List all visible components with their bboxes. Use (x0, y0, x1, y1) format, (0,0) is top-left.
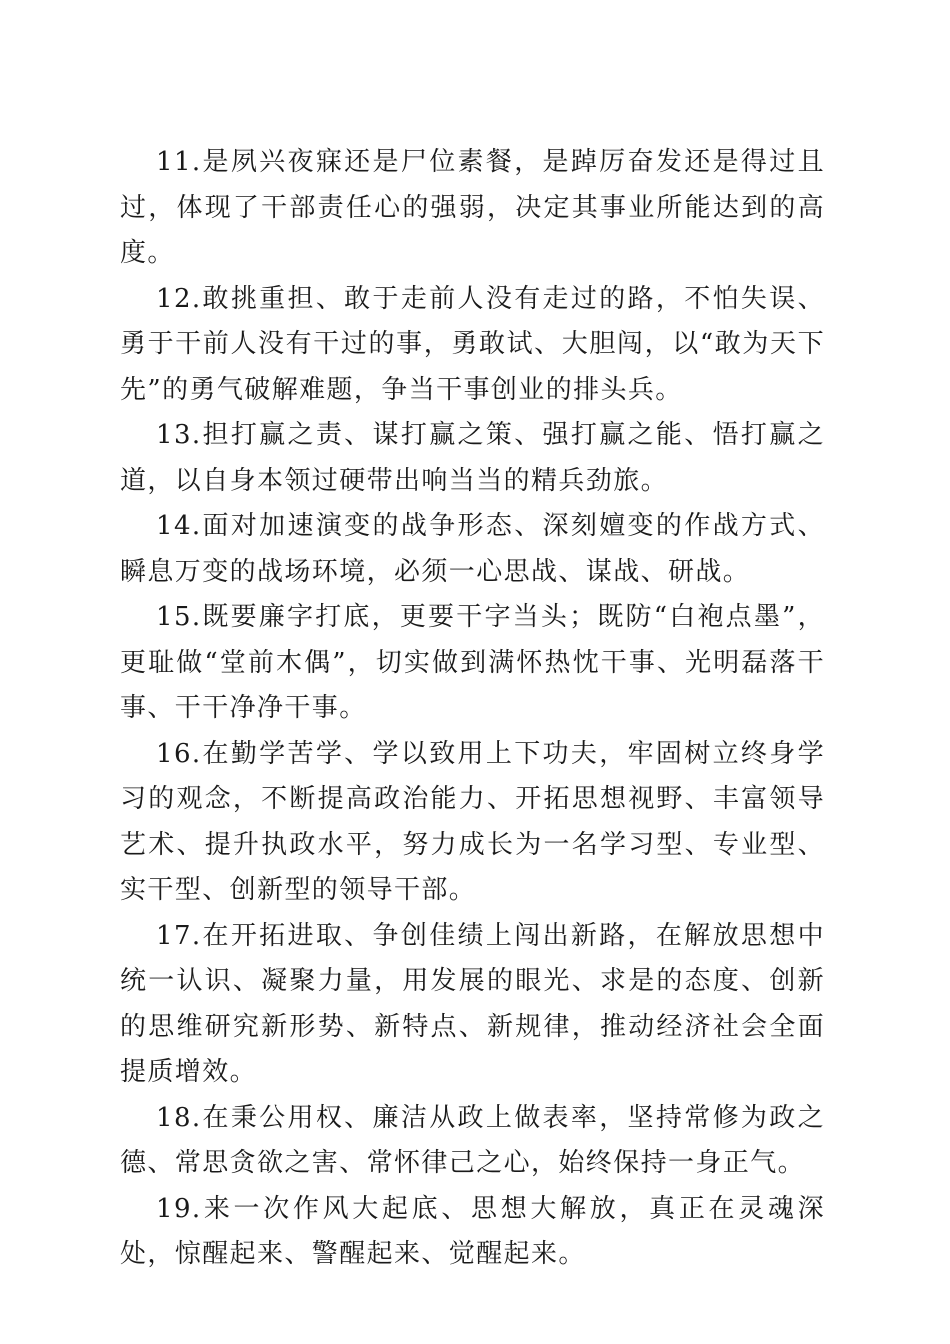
paragraph-15: 15.既要廉字打底，更要干字当头；既防“白袍点墨”，更耻做“堂前木偶”，切实做到满怀热忱干事、光明磊落干事、干干净净干事。 (120, 602, 825, 723)
paragraph-16: 16.在勤学苦学、学以致用上下功夫，牢固树立终身学习的观念，不断提高政治能力、开拓思想视野、丰富领导艺术、提升执政水平，努力成长为一名学习型、专业型、实干型、创新型的领导干部。 (120, 738, 825, 905)
paragraph-13: 13.担打赢之责、谋打赢之策、强打赢之能、悟打赢之道，以自身本领过硬带出响当当的精兵劲旅。 (120, 420, 825, 496)
paragraph-11: 11.是夙兴夜寐还是尸位素餐，是踔厉奋发还是得过且过，体现了干部责任心的强弱，决定其事业所能达到的高度。 (120, 147, 825, 268)
document-body (120, 140, 825, 1278)
paragraph-12: 12.敢挑重担、敢于走前人没有走过的路，不怕失误、勇于干前人没有干过的事，勇敢试、大胆闯，以“敢为天下先”的勇气破解难题，争当干事创业的排头兵。 (120, 283, 825, 405)
paragraph-17: 17.在开拓进取、争创佳绩上闯出新路，在解放思想中统一认识、凝聚力量，用发展的眼光、求是的态度、创新的思维研究新形势、新特点、新规律，推动经济社会全面提质增效。 (120, 920, 825, 1087)
paragraph-19: 19.来一次作风大起底、思想大解放，真正在灵魂深处，惊醒起来、警醒起来、觉醒起来。 (120, 1193, 825, 1269)
paragraph-14: 14.面对加速演变的战争形态、深刻嬗变的作战方式、瞬息万变的战场环境，必须一心思战、谋战、研战。 (120, 511, 825, 587)
paragraph-18: 18.在秉公用权、廉洁从政上做表率，坚持常修为政之德、常思贪欲之害、常怀律己之心，始终保持一身正气。 (120, 1102, 825, 1178)
